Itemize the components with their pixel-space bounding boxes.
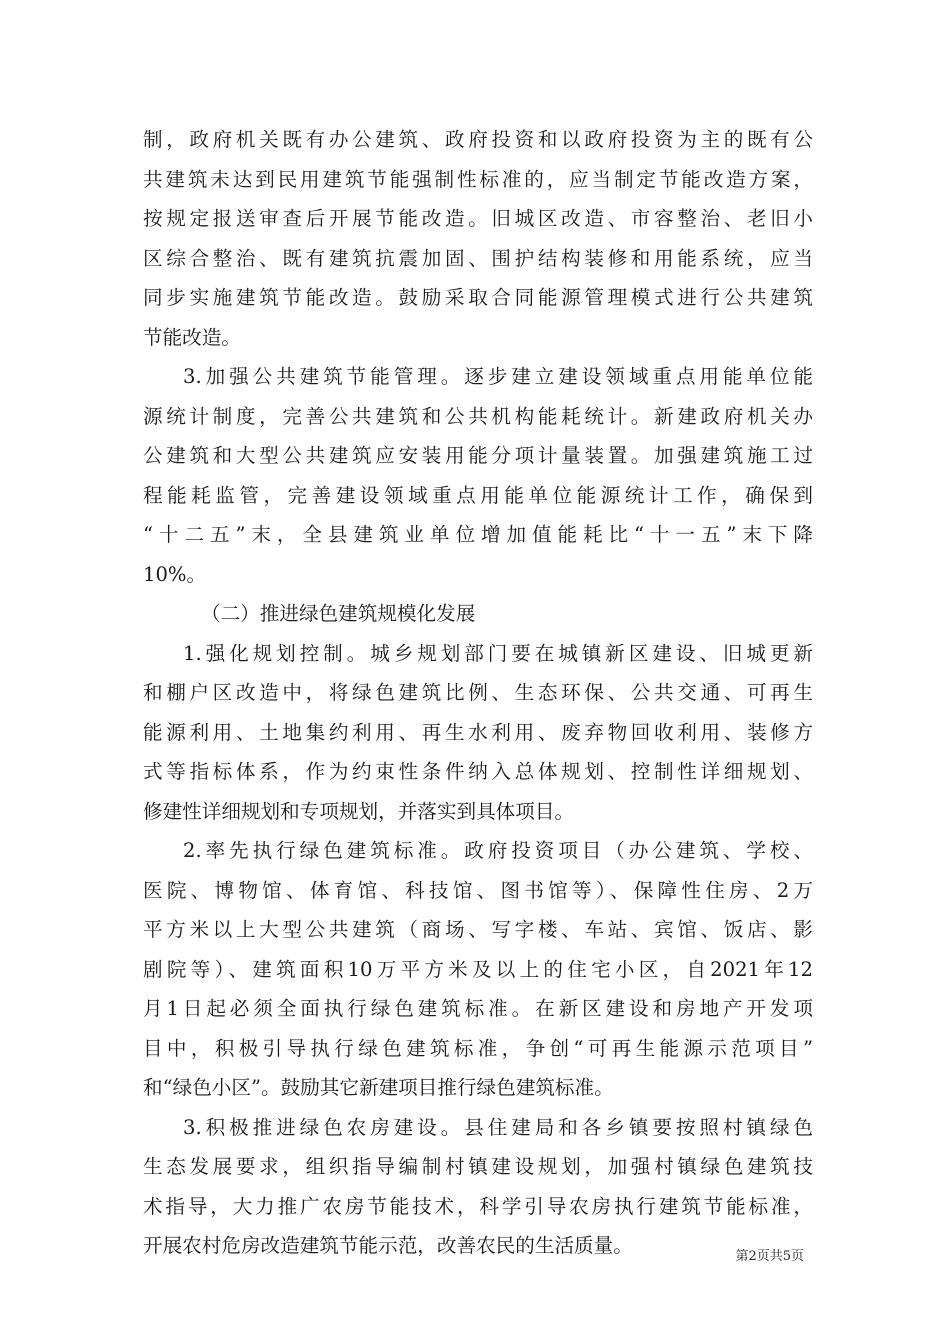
paragraph-line: 剧院等）、建筑面积10万平方米及以上的住宅小区，自2021年12 [143, 957, 813, 981]
paragraph-line: 目中，积极引导执行绿色建筑标准，争创“可再生能源示范项目” [143, 1036, 813, 1060]
paragraph-line: 生态发展要求，组织指导编制村镇建设规划，加强村镇绿色建筑技 [143, 1155, 813, 1178]
paragraph-line: 公建筑和大型公共建筑应安装用能分项计量装置。加强建筑施工过 [143, 444, 813, 467]
paragraph-line: 月1日起必须全面执行绿色建筑标准。在新区建设和房地产开发项 [143, 997, 813, 1020]
paragraph-line: 10%。 [143, 562, 207, 586]
paragraph-line: 1.强化规划控制。城乡规划部门要在城镇新区建设、旧城更新 [183, 641, 813, 665]
paragraph-line: 平方米以上大型公共建筑（商场、写字楼、车站、宾馆、饭店、影 [143, 918, 813, 941]
paragraph-line: 3.加强公共建筑节能管理。逐步建立建设领域重点用能单位能 [183, 365, 813, 388]
paragraph-line: 按规定报送审查后开展节能改造。旧城区改造、市容整治、老旧小 [143, 207, 813, 230]
paragraph-line: 程能耗监管，完善建设领域重点用能单位能源统计工作，确保到 [143, 483, 813, 507]
paragraph-line: 修建性详细规划和专项规划，并落实到具体项目。 [143, 799, 575, 823]
paragraph-line: 能源利用、土地集约利用、再生水利用、废弃物回收利用、装修方 [143, 720, 813, 744]
paragraph-line: 同步实施建筑节能改造。鼓励采取合同能源管理模式进行公共建筑 [143, 286, 813, 309]
section-heading: （二）推进绿色建筑规模化发展 [201, 602, 476, 625]
paragraph-line: 2.率先执行绿色建筑标准。政府投资项目（办公建筑、学校、 [183, 839, 813, 862]
paragraph-line: 源统计制度，完善公共建筑和公共机构能耗统计。新建政府机关办 [143, 404, 813, 428]
paragraph-line: 制，政府机关既有办公建筑、政府投资和以政府投资为主的既有公 [143, 128, 813, 151]
paragraph-line: 和棚户区改造中，将绿色建筑比例、生态环保、公共交通、可再生 [143, 681, 813, 704]
paragraph-line: 节能改造。 [143, 325, 241, 349]
paragraph-line: 3.积极推进绿色农房建设。县住建局和各乡镇要按照村镇绿色 [183, 1115, 813, 1139]
paragraph-line: 式等指标体系，作为约束性条件纳入总体规划、控制性详细规划、 [143, 760, 813, 783]
paragraph-line: 区综合整治、既有建筑抗震加固、围护结构装修和用能系统，应当 [143, 246, 813, 270]
paragraph-line: 医院、博物馆、体育馆、科技馆、图书馆等）、保障性住房、2万 [143, 878, 813, 902]
paragraph-line: 术指导，大力推广农房节能技术，科学引导农房执行建筑节能标准， [143, 1194, 813, 1218]
page-number: 第2页共5页 [735, 1249, 804, 1264]
paragraph-line: 共建筑未达到民用建筑节能强制性标准的，应当制定节能改造方案， [143, 167, 813, 191]
paragraph-line: “十二五”末，全县建筑业单位增加值能耗比“十一五”末下降 [143, 523, 813, 546]
paragraph-line: 和“绿色小区”。鼓励其它新建项目推行绿色建筑标准。 [143, 1076, 614, 1099]
paragraph-line: 开展农村危房改造建筑节能示范，改善农民的生活质量。 [143, 1234, 633, 1257]
document-body [143, 120, 813, 1266]
